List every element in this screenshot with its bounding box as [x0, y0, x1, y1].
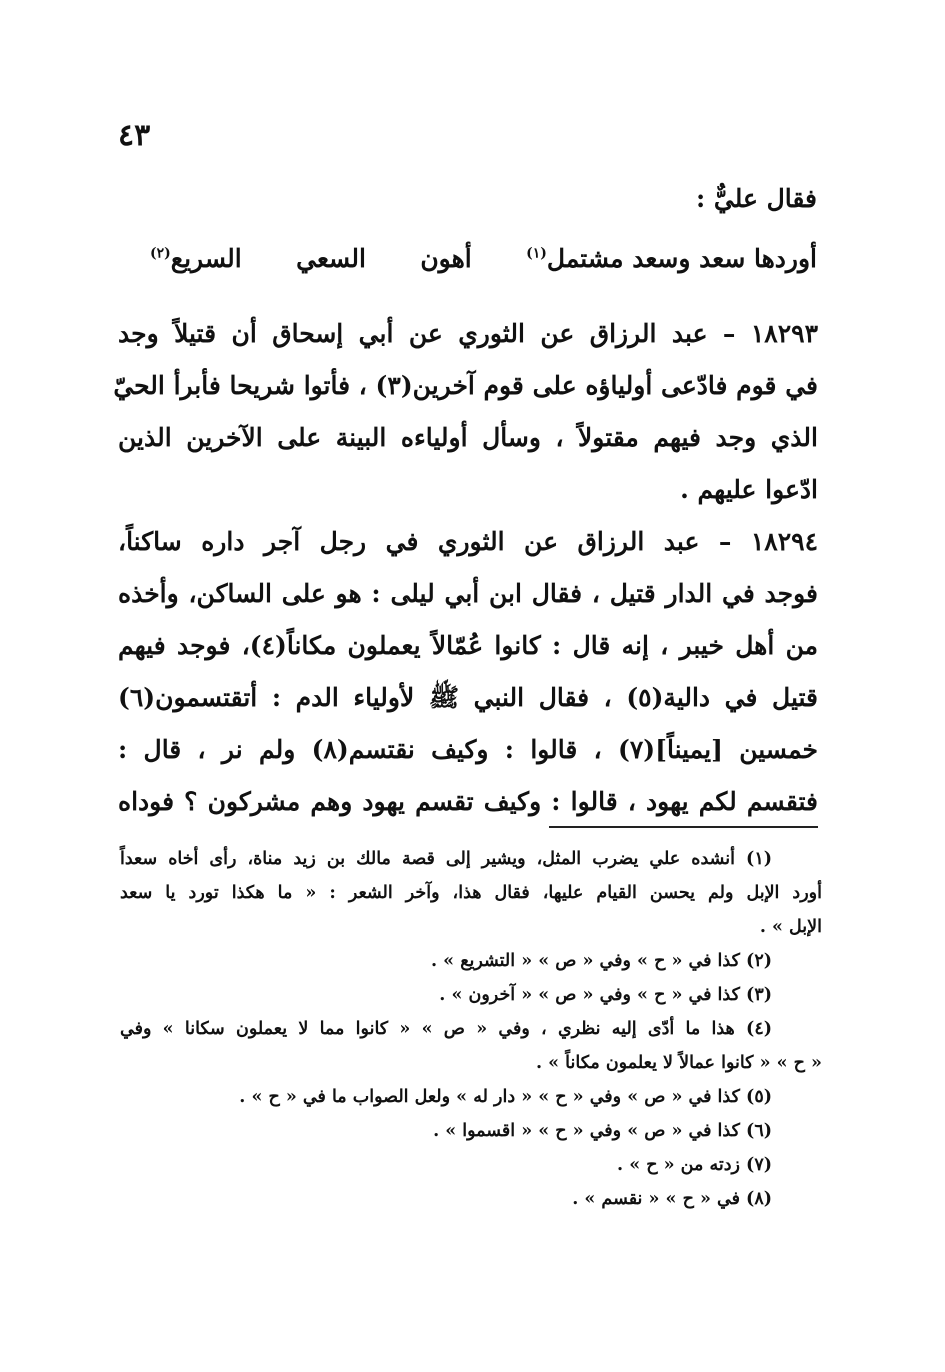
- intro-line: فقال عليٌّ :: [695, 184, 817, 213]
- paragraph-line: في قوم فادّعى أولياؤه على قوم آخرين(٣) ، فأتوا شريحا فأبرأ الحيّ: [113, 371, 818, 400]
- footnote-separator: [549, 826, 818, 828]
- paragraph-line: قتيل في دالية(٥) ، فقال النبي ﷺ لأولياء الدم : أتقتسمون(٦): [118, 683, 818, 712]
- footnote-1-continued: أورد الإبل ولم يحسن القيام عليها، فقال هذا، وآخر الشعر : « ما هكذا تورد يا سعد: [120, 883, 822, 903]
- footnote-3: (٣) كذا في « ح » وفي « ص » « آخرون » .: [439, 985, 772, 1005]
- poem-verse: [150, 244, 817, 273]
- footnote-ref-1: (١): [526, 245, 547, 262]
- footnote-1-continued: الإبل » .: [759, 917, 822, 937]
- paragraph-line: خمسين [يميناً](٧) ، قالوا : وكيف نقتسم(٨) ولم نر ، قال :: [118, 735, 818, 764]
- verse-hemistich-1: [526, 244, 817, 273]
- hadith-18294: [118, 516, 818, 828]
- paragraph-line: فوجد في الدار قتيل ، فقال ابن أبي ليلى : هو على الساكن، وأخذه: [118, 579, 818, 608]
- footnote-4: (٤) هذا ما أدّى إليه نظري ، وفي « ص » « كانوا مما لا يعملون سكانا » وفي: [120, 1019, 772, 1039]
- verse-word-alsarie: [150, 244, 242, 273]
- footnote-4-continued: « ح » « كانوا عمالاً لا يعلمون مكاناً » .: [535, 1053, 822, 1073]
- footnote-1: (١) أنشده علي يضرب المثل، ويشير إلى قصة مالك بن زيد مناة، رأى أخاه سعداً: [120, 849, 772, 869]
- verse-word-alsarie-text: السريع: [170, 244, 242, 273]
- page-number: ٤٣: [118, 118, 151, 153]
- paragraph-line: ادّعوا عليهم .: [680, 475, 818, 504]
- footnote-6: (٦) كذا في « ص » وفي « ح » « اقسموا » .: [433, 1121, 772, 1141]
- footnote-ref-2: (٢): [150, 245, 171, 262]
- footnote-7: (٧) زدته من « ح » .: [617, 1155, 772, 1175]
- paragraph-line: ١٨٢٩٣ – عبد الرزاق عن الثوري عن أبي إسحاق أن قتيلاً وجد: [118, 319, 818, 348]
- paragraph-line: ١٨٢٩٤ – عبد الرزاق عن الثوري في رجل آجر داره ساكناً،: [118, 527, 818, 556]
- hadith-18293: [113, 308, 818, 516]
- verse-word-ahwan: أهون: [420, 244, 472, 273]
- paragraph-line: فتقسم لكم يهود ، قالوا : وكيف تقسم يهود وهم مشركون ؟ فوداه: [118, 787, 818, 816]
- footnote-5: (٥) كذا في « ص » وفي « ح » « دار له » ولعل الصواب ما في « ح » .: [239, 1087, 772, 1107]
- verse-word-alsaee: السعي: [296, 244, 366, 273]
- paragraph-line: الذي وجد فيهم مقتولاً ، وسأل أولياءه البينة على الآخرين الذين: [118, 423, 818, 452]
- verse-hemistich-1-text: أوردها سعد وسعد مشتمل: [546, 244, 817, 273]
- footnotes: [120, 842, 822, 1216]
- footnote-2: (٢) كذا في « ح » وفي « ص » « التشريع » .: [430, 951, 772, 971]
- footnote-8: (٨) في « ح » « نقسم » .: [572, 1189, 772, 1209]
- paragraph-line: من أهل خيبر ، إنه قال : كانوا عُمّالاً يعملون مكاناً(٤)، فوجد فيهم: [118, 631, 818, 660]
